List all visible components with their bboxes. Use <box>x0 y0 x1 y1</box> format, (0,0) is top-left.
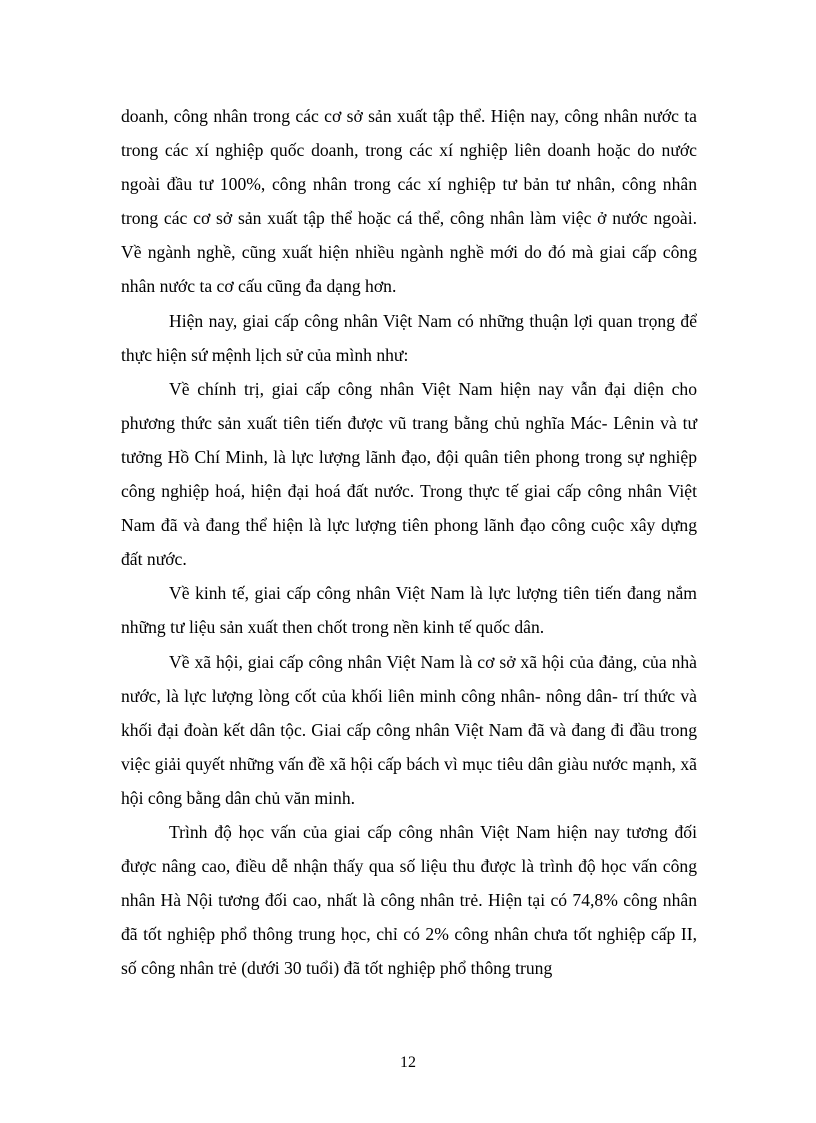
paragraph-6: Trình độ học vấn của giai cấp công nhân Việt Nam hiện nay tương đối được nâng cao, điều dễ nhận thấy qua số liệu thu được là trình độ học vấn công nhân Hà Nội tương đối cao, nhất là công nhân trẻ. Hiện tại có 74,8% công nhân đã tốt nghiệp phổ thông trung học, chỉ có 2% công nhân chưa tốt nghiệp cấp II, số công nhân trẻ (dưới 30 tuổi) đã tốt nghiệp phổ thông trung <box>121 821 697 979</box>
paragraph-3: Về chính trị, giai cấp công nhân Việt Nam hiện nay vẫn đại diện cho phương thức sản xuất tiên tiến được vũ trang bằng chủ nghĩa Mác- Lênin và tư tưởng Hồ Chí Minh, là lực lượng lãnh đạo, đội quân tiên phong trong sự nghiệp công nghiệp hoá, hiện đại hoá đất nước. Trong thực tế giai cấp công nhân Việt Nam đã và đang thể hiện là lực lượng tiên phong lãnh đạo công cuộc xây dựng đất nước. <box>121 378 697 570</box>
paragraph-4: Về kinh tế, giai cấp công nhân Việt Nam là lực lượng tiên tiến đang nắm những tư liệu sản xuất then chốt trong nền kinh tế quốc dân. <box>121 583 697 638</box>
page-number: 12 <box>400 1054 416 1071</box>
paragraph-5: Về xã hội, giai cấp công nhân Việt Nam là cơ sở xã hội của đảng, của nhà nước, là lực lượng lòng cốt của khối liên minh công nhân- nông dân- trí thức và khối đại đoàn kết dân tộc. Giai cấp công nhân Việt Nam đã và đang đi đầu trong việc giải quyết những vấn đề xã hội cấp bách vì mục tiêu dân giàu nước mạnh, xã hội công bằng dân chủ văn minh. <box>121 651 697 808</box>
paragraph-2: Hiện nay, giai cấp công nhân Việt Nam có những thuận lợi quan trọng để thực hiện sứ mệnh lịch sử của mình như: <box>121 310 697 365</box>
paragraph-1: doanh, công nhân trong các cơ sở sản xuất tập thể. Hiện nay, công nhân nước ta trong các xí nghiệp quốc doanh, trong các xí nghiệp liên doanh hoặc do nước ngoài đầu tư 100%, công nhân trong các xí nghiệp tư bản tư nhân, công nhân trong các cơ sở sản xuất tập thể hoặc cá thể, công nhân làm việc ở nước ngoài. Về ngành nghề, cũng xuất hiện nhiều ngành nghề mới do đó mà giai cấp công nhân nước ta cơ cấu cũng đa dạng hơn. <box>121 106 697 297</box>
body-text <box>121 99 697 985</box>
